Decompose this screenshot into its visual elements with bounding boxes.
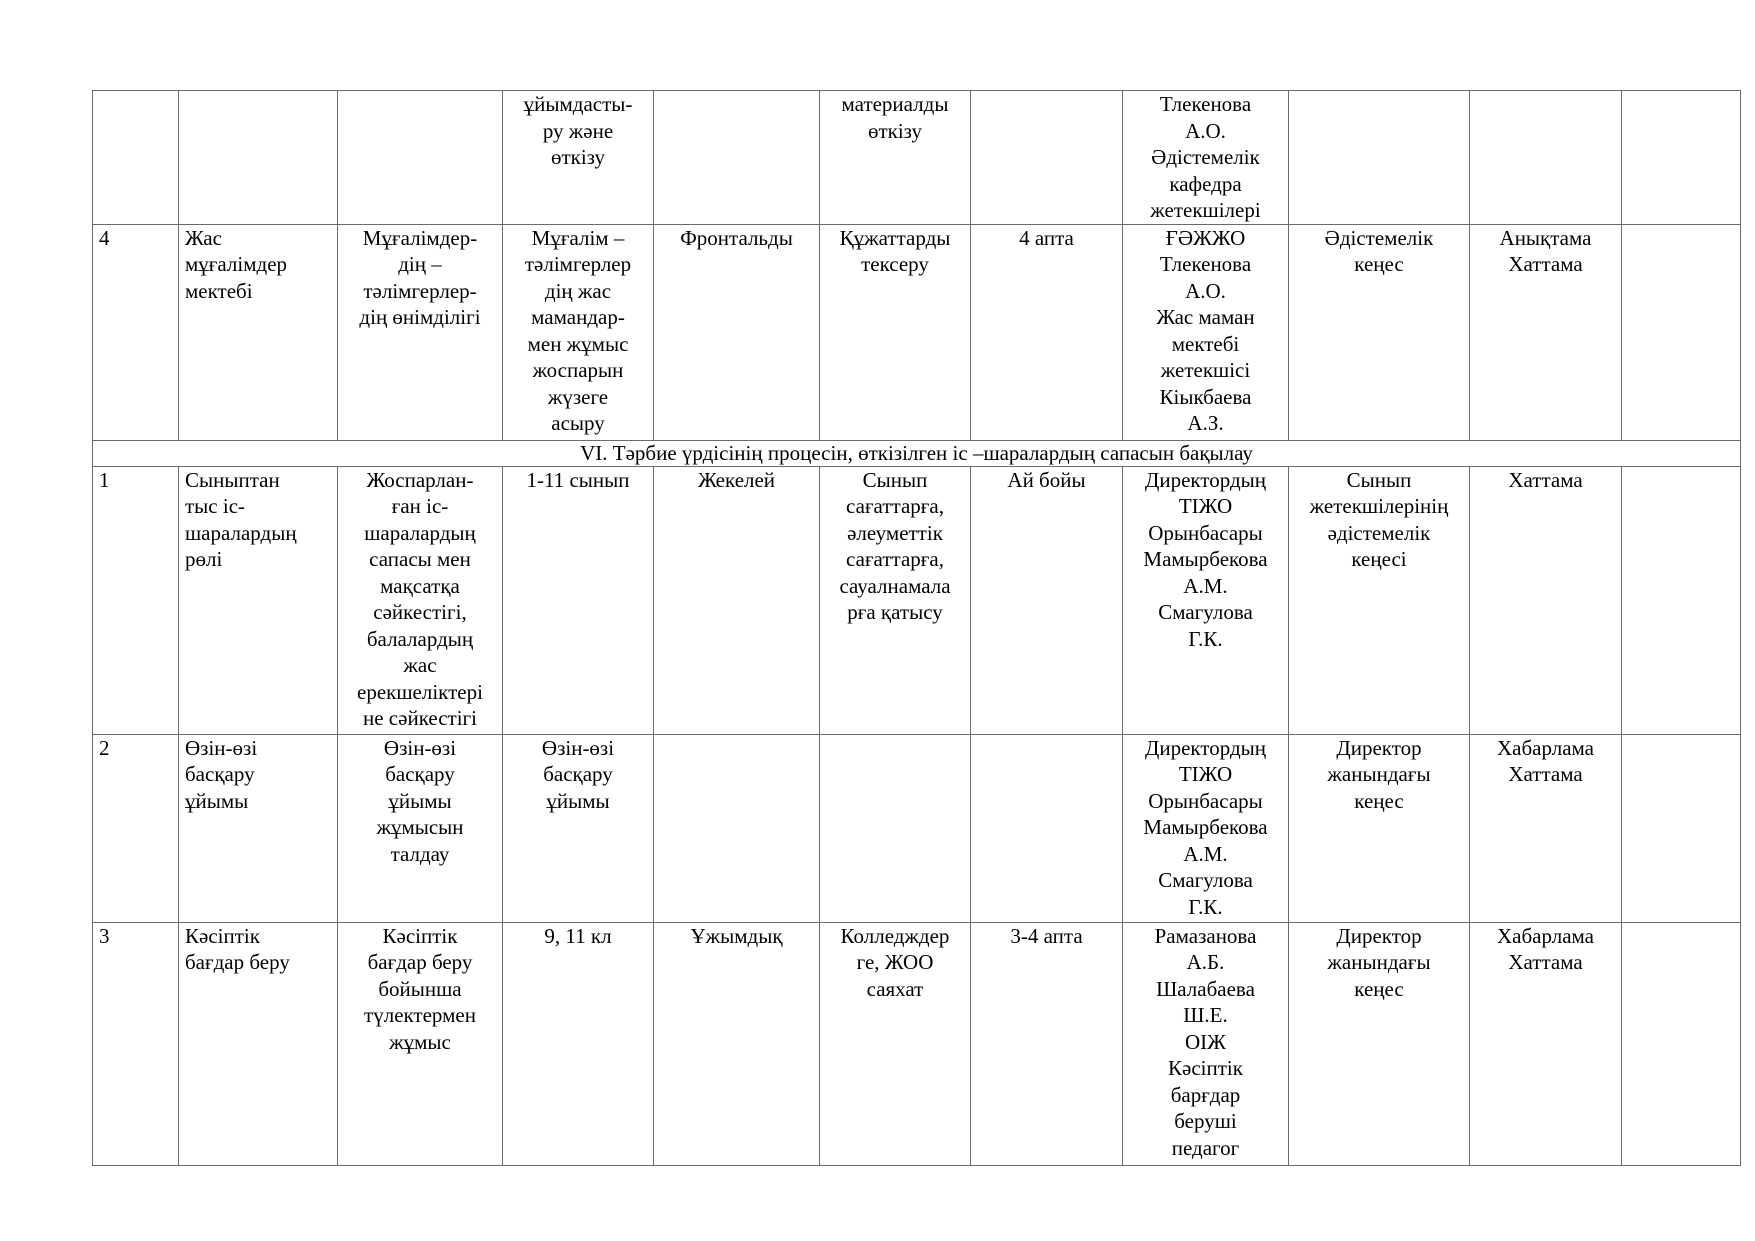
cell-responsible — [1123, 922, 1289, 1165]
cell-text-line: мақсатқа — [380, 573, 460, 598]
cell-goal — [338, 224, 503, 440]
table-row — [93, 91, 1741, 225]
cell-text-line: түлектермен — [364, 1003, 476, 1027]
cell-text-line: жоспарын — [532, 358, 624, 382]
cell-form — [654, 224, 820, 440]
cell-goal — [338, 466, 503, 734]
cell-result-doc — [1470, 466, 1622, 734]
cell-text-line: Хаттама — [1508, 762, 1583, 786]
cell-method — [820, 922, 971, 1165]
cell-text-line: 1-11 сынып — [526, 467, 630, 492]
cell-text-line: ру және — [542, 118, 614, 143]
cell-topic — [179, 91, 338, 225]
cell-text-line: ТІЖО — [1178, 762, 1233, 786]
cell-text-line: Жекелей — [697, 467, 776, 492]
cell-form — [654, 466, 820, 734]
cell-method — [820, 466, 971, 734]
cell-form — [654, 91, 820, 225]
cell-text-line: жұмысын — [376, 815, 464, 839]
cell-text-line: Фронтальды — [680, 225, 793, 250]
cell-text-line: Кәсіптік — [1168, 1056, 1243, 1080]
cell-text-line: А.О. — [1185, 118, 1226, 143]
cell-text-line: жұмыс — [389, 1029, 451, 1054]
cell-text-line: өткізу — [867, 118, 923, 143]
cell-text-line: Колледждер — [840, 923, 950, 948]
cell-text-line: ұйымдасты- — [523, 92, 633, 116]
cell-text-line: Директордың — [1145, 467, 1266, 492]
cell-text-line: дің жас — [544, 278, 612, 303]
cell-text-line: ОІЖ — [1185, 1029, 1226, 1054]
cell-text-line: педагог — [1171, 1135, 1240, 1160]
cell-text-line: 4 — [99, 225, 110, 250]
cell-period — [971, 91, 1123, 225]
cell-review-place — [1289, 922, 1470, 1165]
cell-text-line: бағдар беру — [185, 950, 290, 974]
cell-period — [971, 734, 1123, 922]
cell-object — [503, 224, 654, 440]
cell-text-line: ұйымы — [185, 788, 249, 813]
cell-number — [93, 922, 179, 1165]
cell-topic — [179, 466, 338, 734]
cell-number — [93, 466, 179, 734]
cell-form — [654, 922, 820, 1165]
cell-text-line: ҒӘЖЖО — [1165, 225, 1246, 250]
cell-goal — [338, 91, 503, 225]
cell-period — [971, 922, 1123, 1165]
cell-text-line: барғдар — [1170, 1082, 1241, 1107]
cell-text-line: А.Б. — [1186, 950, 1225, 974]
cell-text-line: А.М. — [1183, 841, 1228, 866]
cell-text-line: А.О. — [1185, 278, 1226, 303]
cell-text-line: А.З. — [1187, 411, 1224, 435]
cell-text-line: Тлекенова — [1159, 92, 1252, 116]
cell-review-place — [1289, 466, 1470, 734]
cell-responsible — [1123, 224, 1289, 440]
cell-text-line: ерекшеліктері — [357, 679, 483, 704]
cell-text-line: сағаттарға, — [846, 494, 944, 518]
cell-text-line: ге, ЖОО — [856, 950, 934, 974]
cell-text-line: мұғалімдер — [185, 252, 288, 276]
cell-text-line: асыру — [551, 411, 605, 435]
cell-text-line: сағаттарға, — [846, 547, 944, 571]
cell-goal — [338, 734, 503, 922]
cell-text-line: Ұжымдық — [690, 923, 783, 948]
cell-method — [820, 91, 971, 225]
cell-text-line: балалардың — [366, 626, 474, 651]
cell-text-line: кеңес — [1354, 252, 1404, 276]
cell-text-line: ұйымы — [546, 788, 610, 813]
cell-text-line: Жас — [185, 225, 222, 250]
cell-text-line: бағдар беру — [367, 950, 473, 974]
cell-note — [1622, 922, 1741, 1165]
cell-text-line: Мұғалім – — [531, 225, 625, 250]
plan-table — [92, 90, 1741, 1166]
cell-text-line: басқару — [385, 762, 455, 786]
cell-text-line: талдау — [390, 841, 450, 866]
cell-text-line: тәлімгерлер- — [363, 278, 477, 303]
cell-object — [503, 466, 654, 734]
cell-text-line: Орынбасары — [1148, 788, 1263, 813]
cell-text-line: Шалабаева — [1156, 976, 1255, 1001]
cell-text-line: Смагулова — [1158, 600, 1253, 624]
cell-text-line: тексеру — [861, 252, 929, 276]
cell-note — [1622, 91, 1741, 225]
cell-text-line: Смагулова — [1158, 868, 1253, 892]
cell-text-line: жетекшісі — [1160, 358, 1251, 382]
cell-text-line: не сәйкестігі — [363, 706, 477, 730]
cell-text-line: мен жұмыс — [527, 331, 629, 356]
cell-review-place — [1289, 91, 1470, 225]
cell-text-line: Хаттама — [1508, 467, 1583, 492]
section-heading-row — [93, 440, 1741, 466]
cell-text-line: саяхат — [866, 976, 924, 1001]
cell-text-line: беруші — [1174, 1109, 1237, 1133]
cell-text-line: жүзеге — [547, 384, 609, 409]
cell-text-line: Сынып — [1346, 467, 1412, 492]
cell-review-place — [1289, 734, 1470, 922]
cell-text-line: мектебі — [185, 278, 253, 303]
cell-text-line: тыс іс- — [185, 494, 246, 518]
cell-text-line: рөлі — [185, 547, 223, 571]
cell-number — [93, 91, 179, 225]
cell-text-line: Рамазанова — [1154, 923, 1257, 948]
cell-number — [93, 734, 179, 922]
cell-text-line: Ш.Е. — [1183, 1003, 1228, 1027]
cell-text-line: А.М. — [1183, 573, 1228, 598]
table-row — [93, 224, 1741, 440]
cell-topic — [179, 224, 338, 440]
cell-text-line: Хабарлама — [1497, 735, 1594, 760]
cell-text-line: материалды — [841, 92, 949, 116]
cell-text-line: Жоспарлан- — [366, 467, 474, 492]
cell-text-line: Құжаттарды — [839, 225, 951, 250]
cell-period — [971, 224, 1123, 440]
cell-text-line: кеңес — [1354, 976, 1404, 1001]
cell-text-line: басқару — [185, 762, 255, 786]
cell-text-line: Хаттама — [1508, 950, 1583, 974]
cell-text-line: жетекшілерінің — [1309, 494, 1449, 518]
cell-text-line: жанындағы — [1327, 950, 1431, 974]
cell-responsible — [1123, 466, 1289, 734]
cell-text-line: сауалнамала — [839, 573, 951, 598]
cell-text-line: Директор — [1336, 923, 1422, 948]
cell-text-line: тәлімгерлер — [524, 252, 632, 276]
cell-result-doc — [1470, 734, 1622, 922]
table-row — [93, 734, 1741, 922]
cell-text-line: Өзін-өзі — [383, 735, 457, 760]
cell-text-line: Г.К. — [1188, 626, 1223, 651]
cell-text-line: 1 — [99, 467, 110, 492]
cell-text-line: ған іс- — [391, 494, 449, 518]
cell-text-line: әдістемелік — [1327, 520, 1431, 545]
cell-text-line: Өзін-өзі — [541, 735, 615, 760]
cell-text-line: басқару — [543, 762, 613, 786]
cell-text-line: 2 — [99, 735, 110, 760]
cell-text-line: 3-4 апта — [1010, 923, 1083, 948]
cell-goal — [338, 922, 503, 1165]
cell-text-line: дің өнімділігі — [359, 305, 481, 329]
cell-text-line: шаралардың — [185, 520, 297, 545]
cell-text-line: мектебі — [1171, 331, 1240, 356]
cell-text-line: ТІЖО — [1178, 494, 1233, 518]
cell-result-doc — [1470, 91, 1622, 225]
cell-object — [503, 734, 654, 922]
section-heading: VI. Тәрбие үрдісінің процесін, өткізілген іс –шаралардың сапасын бақылау — [93, 440, 1741, 466]
cell-text-line: Әдістемелік — [1324, 225, 1434, 250]
cell-text-line: Хаттама — [1508, 252, 1583, 276]
cell-note — [1622, 734, 1741, 922]
cell-text-line: Тлекенова — [1159, 252, 1252, 276]
cell-text-line: Г.К. — [1188, 894, 1223, 919]
cell-text-line: өткізу — [550, 145, 606, 169]
table-row — [93, 466, 1741, 734]
cell-period — [971, 466, 1123, 734]
cell-topic — [179, 734, 338, 922]
cell-text-line: 9, 11 кл — [544, 923, 612, 948]
cell-text-line: Кәсіптік — [185, 923, 260, 948]
cell-text-line: шаралардың — [364, 520, 476, 545]
cell-text-line: жанындағы — [1327, 762, 1431, 786]
cell-responsible — [1123, 91, 1289, 225]
cell-text-line: Директор — [1336, 735, 1422, 760]
cell-text-line: Сынып — [862, 467, 928, 492]
cell-text-line: сапасы мен — [369, 547, 471, 571]
cell-number — [93, 224, 179, 440]
cell-text-line: 3 — [99, 923, 110, 948]
cell-text-line: бойынша — [378, 976, 462, 1001]
cell-text-line: Әдістемелік — [1151, 145, 1260, 169]
cell-note — [1622, 224, 1741, 440]
cell-text-line: сәйкестігі, — [373, 600, 467, 624]
table-row — [93, 922, 1741, 1165]
cell-note — [1622, 466, 1741, 734]
cell-result-doc — [1470, 922, 1622, 1165]
cell-text-line: Мұғалімдер- — [362, 225, 478, 250]
cell-text-line: жетекшілері — [1150, 198, 1261, 222]
cell-text-line: Директордың — [1145, 735, 1266, 760]
cell-text-line: кеңес — [1354, 788, 1404, 813]
cell-text-line: рға қатысу — [847, 600, 943, 624]
cell-method — [820, 224, 971, 440]
cell-text-line: 4 апта — [1019, 225, 1074, 250]
cell-text-line: Мамырбекова — [1143, 547, 1268, 571]
cell-text-line: кеңесі — [1351, 547, 1407, 571]
cell-text-line: Анықтама — [1499, 225, 1592, 250]
cell-topic — [179, 922, 338, 1165]
cell-text-line: Мамырбекова — [1143, 815, 1268, 839]
cell-text-line: Хабарлама — [1497, 923, 1594, 948]
cell-responsible — [1123, 734, 1289, 922]
cell-text-line: Сыныптан — [185, 467, 280, 492]
cell-form — [654, 734, 820, 922]
cell-text-line: Өзін-өзі — [185, 735, 258, 760]
cell-result-doc — [1470, 224, 1622, 440]
cell-object — [503, 922, 654, 1165]
cell-text-line: мамандар- — [531, 305, 625, 329]
cell-review-place — [1289, 224, 1470, 440]
cell-text-line: жас — [403, 653, 437, 677]
cell-text-line: әлеуметтік — [847, 520, 943, 545]
cell-text-line: Ай бойы — [1007, 467, 1086, 492]
cell-text-line: кафедра — [1169, 171, 1242, 196]
cell-text-line: Жас маман — [1156, 305, 1255, 329]
cell-text-line: дің – — [398, 252, 442, 276]
cell-text-line: Орынбасары — [1148, 520, 1263, 545]
cell-text-line: Кіыкбаева — [1159, 384, 1252, 409]
cell-text-line: Кәсіптік — [382, 923, 458, 948]
cell-object — [503, 91, 654, 225]
cell-method — [820, 734, 971, 922]
cell-text-line: ұйымы — [388, 788, 452, 813]
